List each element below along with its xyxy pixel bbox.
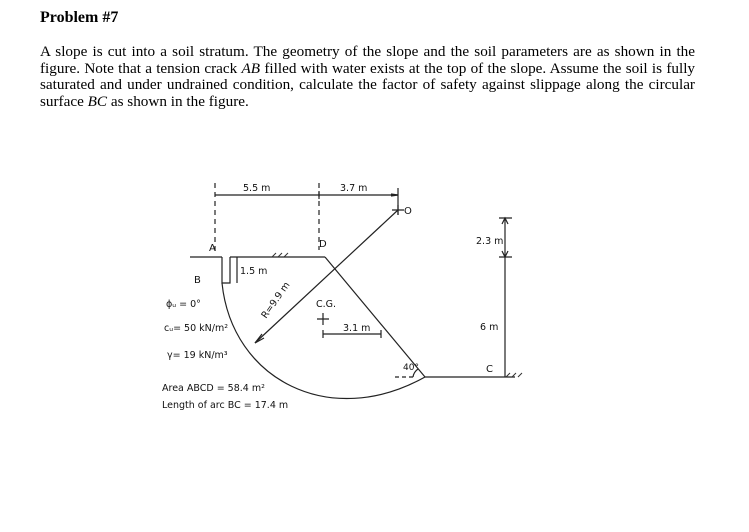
problem-text-1: A slope is cut into a soil stratum. The geometry of the slope and the soil parameters are as shown in the figure. Note that a tension crack	[40, 43, 695, 77]
dim-top-left: 5.5 m	[243, 183, 271, 194]
param-gamma: γ= 19 kN/m³	[167, 350, 228, 361]
crack-label: AB	[241, 59, 261, 77]
radius-line	[255, 210, 398, 343]
tension-crack	[222, 257, 230, 283]
point-D: D	[319, 239, 327, 250]
dim-crack: 1.5 m	[240, 266, 268, 277]
problem-text-2: filled with water exists at the top of the slope. Assume the soil is fully saturated and under undrained condition, calculate the factor of safety against slippage along the circular surface	[40, 59, 696, 110]
radius-label: R=9.9 m	[259, 280, 293, 321]
problem-heading: Problem #7	[40, 9, 119, 26]
angle-label: 40°	[403, 363, 419, 373]
problem-text-3: as shown in the figure.	[107, 92, 249, 110]
point-O: O	[404, 206, 412, 217]
arc-length-label: Length of arc BC = 17.4 m	[162, 400, 289, 411]
slope-face	[325, 257, 425, 377]
cg-label: C.G.	[316, 299, 337, 310]
param-phi: ϕᵤ = 0°	[166, 299, 201, 310]
dim-cg: 3.1 m	[343, 323, 371, 334]
param-cu: cᵤ= 50 kN/m²	[164, 323, 229, 334]
point-B: B	[194, 275, 201, 286]
point-A: A	[209, 243, 216, 254]
cg-marker	[317, 313, 329, 325]
surface-label: BC	[87, 92, 108, 110]
dim-top-right: 3.7 m	[340, 183, 368, 194]
dim-right-lower: 6 m	[480, 322, 499, 333]
area-label: Area ABCD = 58.4 m²	[162, 383, 265, 394]
point-C: C	[486, 364, 493, 375]
dim-right-upper: 2.3 m	[476, 236, 504, 247]
